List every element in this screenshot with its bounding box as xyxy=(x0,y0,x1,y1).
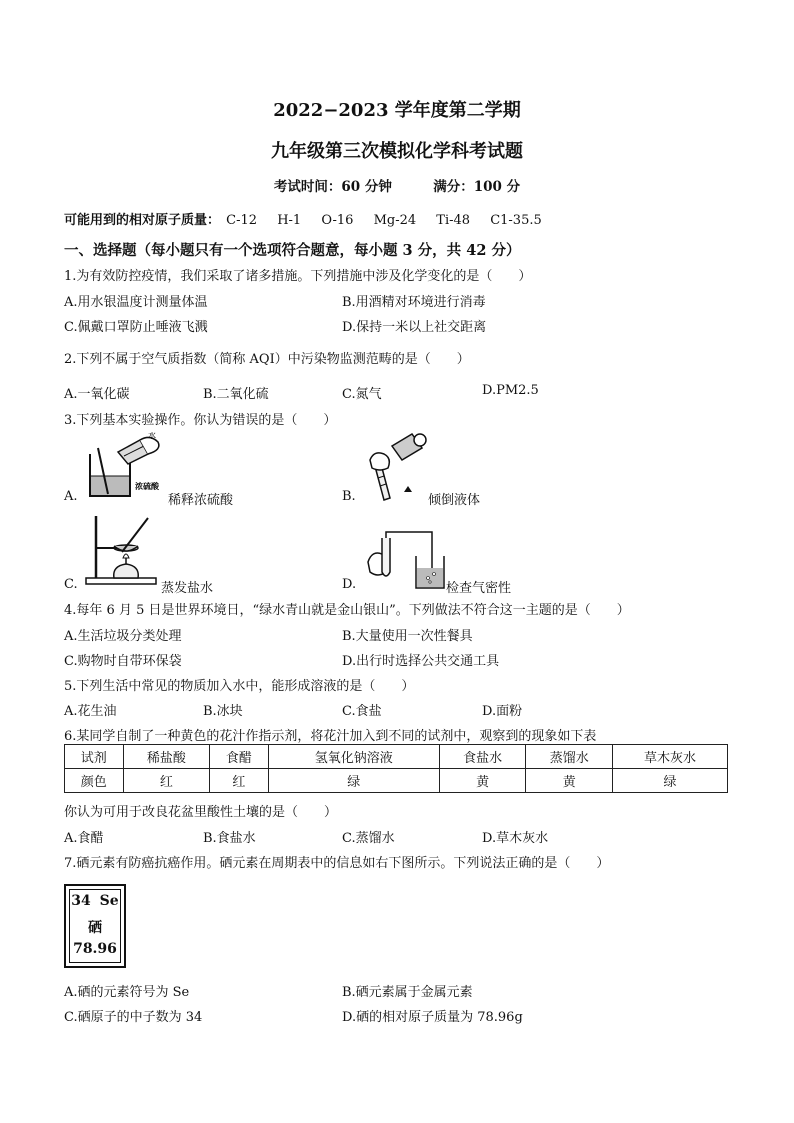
exam-time: 考试时间：60 分钟 xyxy=(273,179,392,195)
periodic-element-card-inner xyxy=(69,889,121,963)
option-a: A.生活垃圾分类处理 xyxy=(64,629,182,644)
exam-info xyxy=(0,175,794,195)
dilute-acid-figure xyxy=(78,432,168,502)
fig-label-acid: 浓硫酸 xyxy=(135,482,159,491)
option-d-letter: D. xyxy=(342,577,357,592)
table-cell: 红 xyxy=(210,769,269,793)
option-c: C.购物时自带环保袋 xyxy=(64,654,182,669)
element-number-symbol xyxy=(70,893,120,909)
element-mass: 78.96 xyxy=(73,941,117,957)
exam-full-score: 满分：100 分 xyxy=(433,179,521,195)
table-cell: 黄 xyxy=(439,769,526,793)
element-name: 硒 xyxy=(88,920,102,936)
option-d: D.面粉 xyxy=(482,704,523,719)
option-c-letter: C. xyxy=(64,577,78,592)
table-cell: 黄 xyxy=(526,769,613,793)
option-a: A.用水银温度计测量体温 xyxy=(64,295,208,310)
table-cell: 食盐水 xyxy=(439,745,526,769)
pour-liquid-figure xyxy=(362,430,434,502)
atomic-mass-value: Mg-24 xyxy=(373,213,417,228)
option-b: B.二氧化硫 xyxy=(203,387,269,402)
option-c: C.食盐 xyxy=(342,704,382,719)
option-d: D.PM2.5 xyxy=(482,383,539,398)
option-c: C.佩戴口罩防止唾液飞溅 xyxy=(64,320,208,335)
element-symbol: Se xyxy=(99,893,119,909)
option-b: B.大量使用一次性餐具 xyxy=(342,629,473,644)
indicator-table xyxy=(64,744,728,793)
atomic-mass-line xyxy=(64,209,542,228)
option-a: 稀释浓硫酸 xyxy=(168,493,234,508)
option-a-letter: A. xyxy=(64,489,78,504)
option-c: C.氮气 xyxy=(342,387,382,402)
table-cell: 蒸馏水 xyxy=(526,745,613,769)
fig-label-water: 水 xyxy=(148,432,156,440)
exam-year-title: 2022−2023 学年度第二学期 xyxy=(273,100,521,121)
table-cell: 氢氧化钠溶液 xyxy=(268,745,439,769)
table-row xyxy=(65,745,728,769)
question-followup: 你认为可用于改良花盆里酸性土壤的是（ ） xyxy=(64,805,338,820)
question-stem: 2.下列不属于空气质指数（简称 AQI）中污染物监测范畴的是（ ） xyxy=(64,352,470,367)
table-cell: 红 xyxy=(123,769,210,793)
option-c: 蒸发盐水 xyxy=(161,581,214,596)
option-a: A.硒的元素符号为 Se xyxy=(64,985,190,1000)
question-stem: 7.硒元素有防癌抗癌作用。硒元素在周期表中的信息如右下图所示。下列说法正确的是（ ） xyxy=(64,856,610,871)
option-b: B.冰块 xyxy=(203,704,243,719)
question-stem: 1.为有效防控疫情，我们采取了诸多措施。下列措施中涉及化学变化的是（ ） xyxy=(64,269,532,284)
option-c: C.蒸馏水 xyxy=(342,831,395,846)
exam-title: 九年级第三次模拟化学科考试题 xyxy=(271,141,523,162)
table-cell: 绿 xyxy=(613,769,728,793)
question-stem: 3.下列基本实验操作。你认为错误的是（ ） xyxy=(64,413,337,428)
table-cell: 草木灰水 xyxy=(613,745,728,769)
option-d: D.出行时选择公共交通工具 xyxy=(342,654,500,669)
table-row xyxy=(65,769,728,793)
option-a: A.一氧化碳 xyxy=(64,387,130,402)
table-cell: 试剂 xyxy=(65,745,124,769)
option-d: 检查气密性 xyxy=(446,581,512,596)
option-b: B.食盐水 xyxy=(203,831,256,846)
periodic-element-card xyxy=(64,884,126,968)
atomic-mass-value: C1-35.5 xyxy=(490,213,542,228)
section-title: 一、选择题（每小题只有一个选项符合题意，每小题 3 分，共 42 分） xyxy=(64,242,521,259)
question-stem: 4.每年 6 月 5 日是世界环境日，“绿水青山就是金山银山”。下列做法不符合这一主题的是（ ） xyxy=(64,603,630,618)
evaporation-figure xyxy=(82,512,160,588)
airtightness-figure xyxy=(366,528,446,590)
atomic-mass-value: H-1 xyxy=(277,213,302,228)
question-stem: 5.下列生活中常见的物质加入水中，能形成溶液的是（ ） xyxy=(64,679,415,694)
option-d: D.保持一米以上社交距离 xyxy=(342,320,487,335)
option-b: 倾倒液体 xyxy=(428,493,481,508)
atomic-mass-label: 可能用到的相对原子质量： xyxy=(64,213,221,228)
element-number: 34 xyxy=(71,893,91,909)
option-b: B.用酒精对环境进行消毒 xyxy=(342,295,486,310)
option-d: D.硒的相对原子质量为 78.96g xyxy=(342,1010,523,1025)
option-b-letter: B. xyxy=(342,489,356,504)
option-d: D.草木灰水 xyxy=(482,831,549,846)
option-b: B.硒元素属于金属元素 xyxy=(342,985,473,1000)
atomic-mass-value: O-16 xyxy=(321,213,354,228)
question-stem: 6.某同学自制了一种黄色的花汁作指示剂，将花汁加入到不同的试剂中，观察到的现象如下表 xyxy=(64,729,597,744)
option-a: A.食醋 xyxy=(64,831,104,846)
table-cell: 绿 xyxy=(268,769,439,793)
table-cell: 颜色 xyxy=(65,769,124,793)
atomic-mass-value: C-12 xyxy=(226,213,258,228)
option-a: A.花生油 xyxy=(64,704,117,719)
option-c: C.硒原子的中子数为 34 xyxy=(64,1010,203,1025)
table-cell: 食醋 xyxy=(210,745,269,769)
table-cell: 稀盐酸 xyxy=(123,745,210,769)
atomic-mass-value: Ti-48 xyxy=(436,213,471,228)
